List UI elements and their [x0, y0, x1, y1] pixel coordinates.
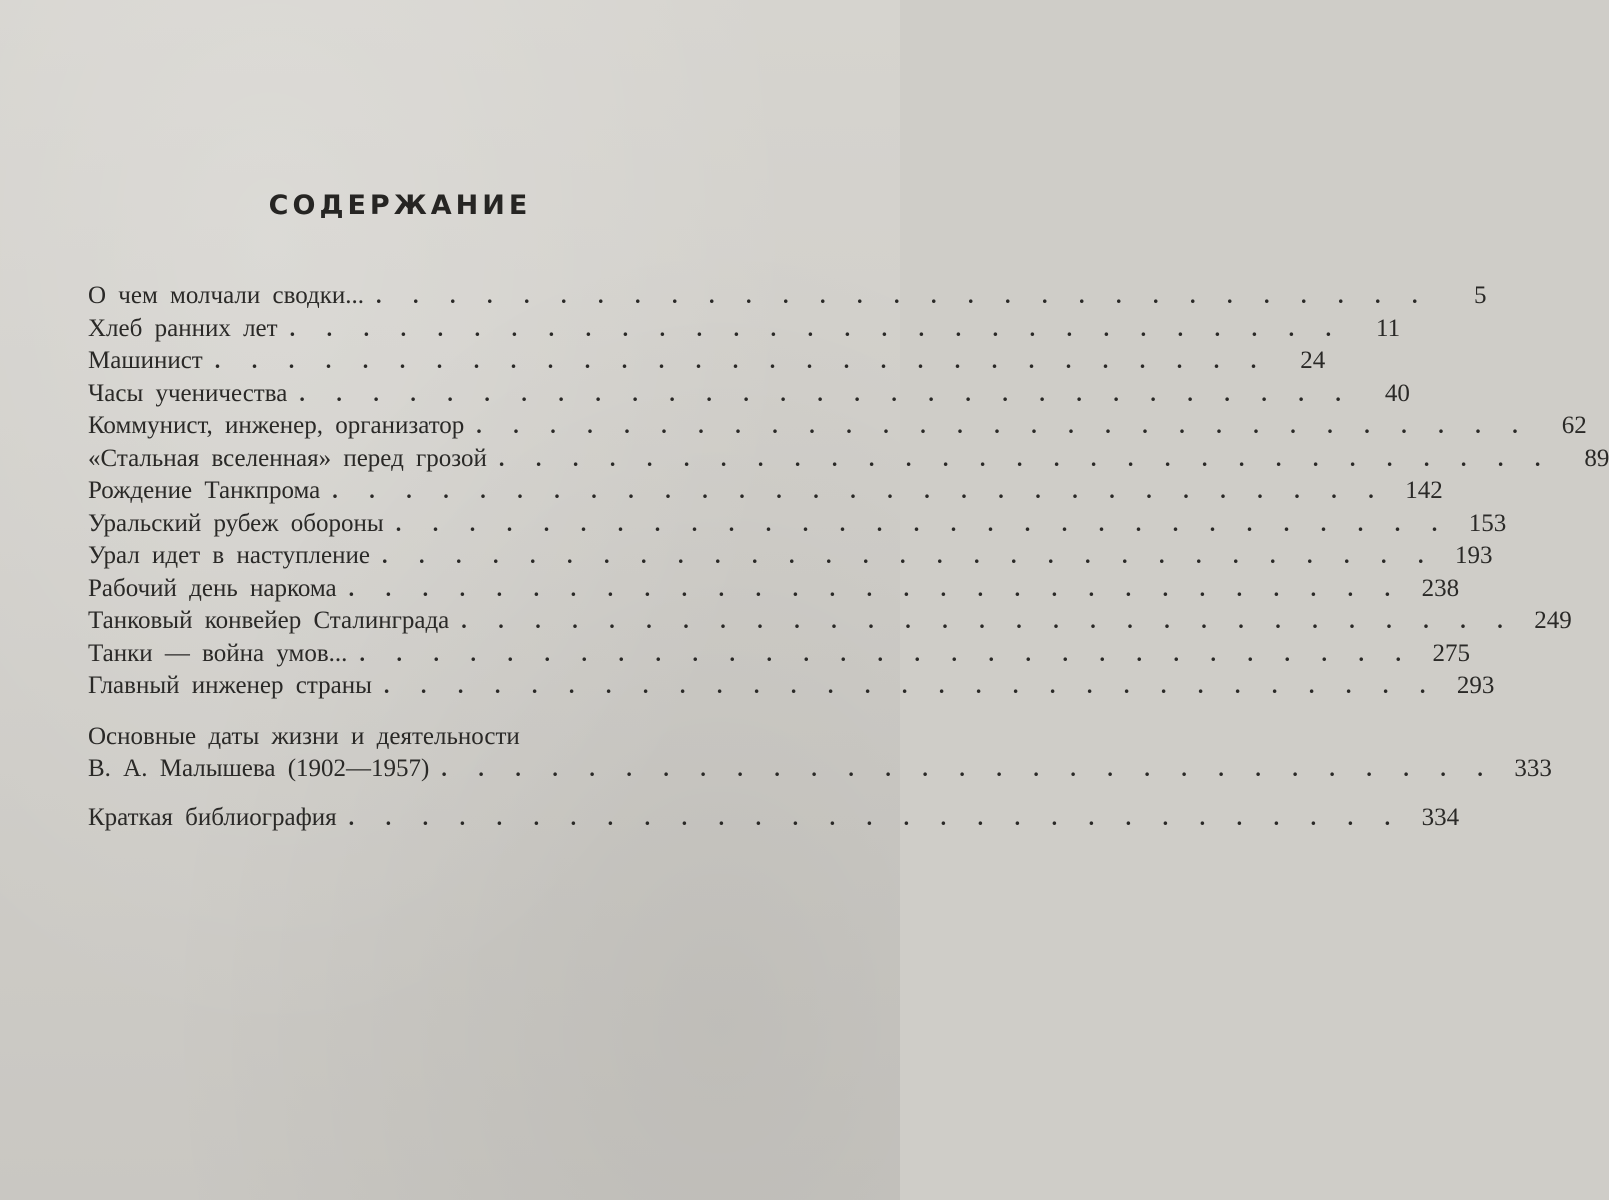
appendix-page: 333 — [1514, 755, 1552, 782]
dot-leader: . . . . . . . . . . . . . . . . . . . . . . . . . . . . . — [383, 673, 1439, 698]
dot-leader: . . . . . . . . . . . . . . . . . . . . . . . . . . . . . — [332, 478, 1387, 503]
dot-leader: . . . . . . . . . . . . . . . . . . . . . . . . . . . . . — [348, 575, 1404, 601]
dot-leader: . . . . . . . . . . . . . . . . . . . . . . . . . . . . . — [214, 348, 1270, 373]
toc-entry — [78, 508, 1507, 541]
toc-entry-title: Рождение Танкпрома — [88, 477, 321, 504]
table-of-contents — [78, 280, 1609, 834]
dot-leader: . . . . . . . . . . . . . . . . . . . . . . . . . . . . . — [376, 283, 1431, 308]
toc-entry-page: 89 — [1584, 444, 1609, 472]
toc-entry-page: 193 — [1454, 542, 1493, 569]
toc-entry-title: Рабочий день наркома — [88, 574, 337, 602]
toc-entry-page: 11 — [1376, 314, 1401, 342]
bibliography-title: Краткая библиография — [88, 803, 337, 831]
toc-entry-title: Танковый конвейер Сталинграда — [88, 607, 450, 634]
bibliography-page: 334 — [1421, 803, 1460, 831]
appendix-entry-line2 — [78, 753, 1552, 786]
toc-entry-page: 40 — [1384, 379, 1410, 407]
toc-entry — [78, 378, 1410, 411]
toc-entry-page: 153 — [1468, 509, 1507, 537]
toc-entry — [78, 670, 1495, 703]
toc-entry-title: Урал идет в наступление — [88, 542, 370, 569]
bibliography-entry — [78, 802, 1460, 835]
dot-leader: . . . . . . . . . . . . . . . . . . . . . . . . . . . . . — [299, 380, 1354, 406]
dot-leader: . . . . . . . . . . . . . . . . . . . . . . . . . . . . . — [476, 413, 1531, 438]
toc-entry — [78, 313, 1401, 346]
dot-leader: . . . . . . . . . . . . . . . . . . . . . . . . . . . . . — [498, 445, 1554, 471]
toc-entry-page: 142 — [1405, 477, 1443, 504]
dot-leader: . . . . . . . . . . . . . . . . . . . . . . . . . . . . . — [441, 756, 1496, 781]
toc-entry-page: 5 — [1474, 282, 1487, 309]
toc-entry-page: 24 — [1300, 347, 1326, 374]
toc-entry-page: 275 — [1432, 639, 1470, 667]
toc-entry-page: 249 — [1534, 607, 1572, 634]
toc-entry — [78, 443, 1609, 476]
toc-entry-page: 238 — [1421, 574, 1460, 602]
dot-leader: . . . . . . . . . . . . . . . . . . . . . . . . . . . . . — [289, 315, 1345, 341]
toc-entry — [78, 410, 1587, 443]
toc-entry-title: Машинист — [88, 347, 203, 374]
toc-entry-title: О чем молчали сводки... — [88, 282, 365, 309]
toc-entry-title: Коммунист, инженер, организатор — [88, 412, 465, 439]
dot-leader: . . . . . . . . . . . . . . . . . . . . . . . . . . . . . — [359, 640, 1414, 666]
toc-entry-title: Уральский рубеж обороны — [88, 509, 384, 537]
toc-entry — [78, 638, 1470, 671]
appendix-entry-line1 — [78, 721, 796, 754]
toc-entry-page: 293 — [1456, 672, 1495, 699]
appendix-title-line1: Основные даты жизни и деятельности — [88, 722, 520, 750]
dot-leader: . . . . . . . . . . . . . . . . . . . . . . . . . . . . . — [461, 608, 1516, 633]
toc-entry — [78, 475, 1443, 508]
dot-leader: . . . . . . . . . . . . . . . . . . . . . . . . . . . . . — [348, 804, 1404, 830]
toc-entry-page: 62 — [1561, 412, 1587, 439]
appendix-title-line2: В. А. Малышева (1902—1957) — [88, 755, 430, 782]
toc-entry-title: Танки — война умов... — [88, 639, 348, 667]
dot-leader: . . . . . . . . . . . . . . . . . . . . . . . . . . . . . — [395, 510, 1451, 536]
toc-entry-title: Главный инженер страны — [88, 672, 372, 699]
toc-entry — [78, 280, 1487, 313]
page-title: СОДЕРЖАНИЕ — [268, 190, 532, 221]
toc-entry-title: «Стальная вселенная» перед грозой — [88, 444, 487, 472]
toc-entry — [78, 540, 1493, 573]
dot-leader: . . . . . . . . . . . . . . . . . . . . . . . . . . . . . — [381, 543, 1437, 568]
toc-entry-title: Часы ученичества — [88, 379, 288, 407]
toc-entry — [78, 605, 1572, 638]
toc-entry — [78, 345, 1326, 378]
toc-entry-title: Хлеб ранних лет — [88, 314, 278, 342]
toc-entry — [78, 573, 1460, 606]
